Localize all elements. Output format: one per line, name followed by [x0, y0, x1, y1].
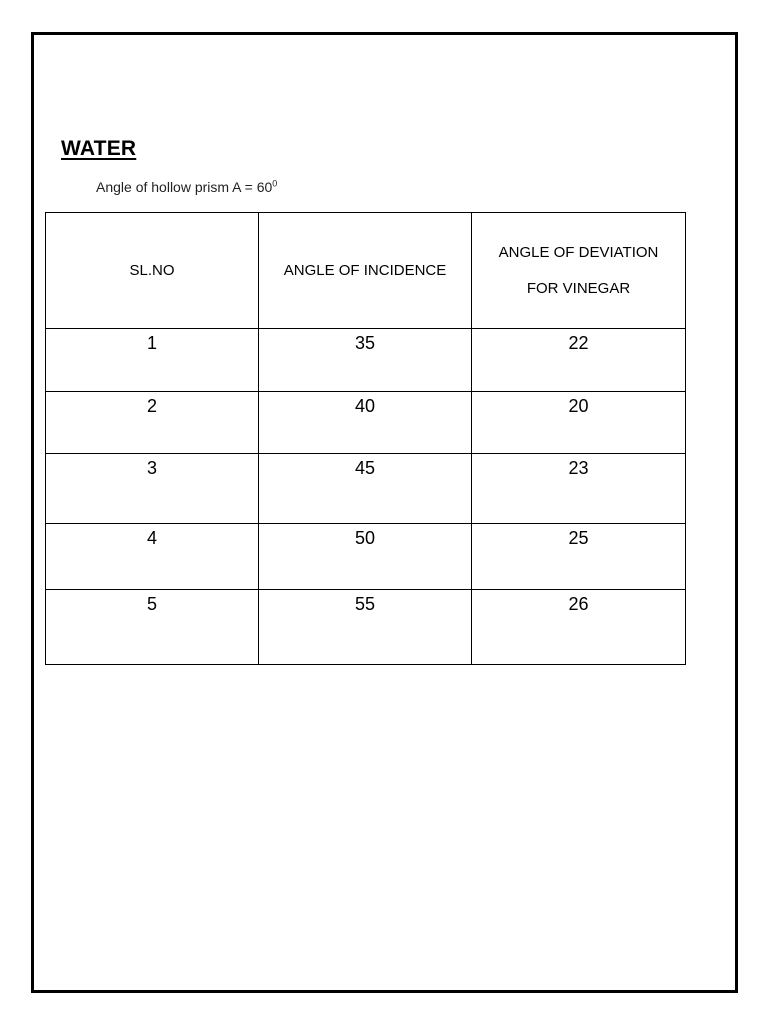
table-row	[46, 524, 686, 590]
table-row	[46, 392, 686, 454]
column-header-angle-of-incidence	[259, 213, 472, 329]
column-header-angle-of-deviation	[472, 213, 686, 329]
table-cell: 45	[259, 454, 472, 524]
table-cell: 40	[259, 392, 472, 454]
table-cell: 2	[46, 392, 259, 454]
prism-angle-superscript: 0	[272, 178, 278, 189]
table-cell: 5	[46, 590, 259, 665]
table-cell: 26	[472, 590, 686, 665]
section-heading: WATER	[61, 137, 137, 160]
column-header-line: FOR VINEGAR	[526, 279, 631, 297]
column-header-sl-no	[46, 213, 259, 329]
column-header-line: SL.NO	[129, 261, 175, 279]
table-cell: 50	[259, 524, 472, 590]
table-row	[46, 454, 686, 524]
table-header-row	[46, 213, 686, 329]
table-row	[46, 329, 686, 392]
table-cell: 3	[46, 454, 259, 524]
table-cell: 20	[472, 392, 686, 454]
table-cell: 1	[46, 329, 259, 392]
table-cell: 22	[472, 329, 686, 392]
column-header-line: ANGLE OF INCIDENCE	[283, 261, 447, 279]
table-cell: 23	[472, 454, 686, 524]
column-header-line: ANGLE OF DEVIATION	[498, 243, 659, 261]
table-row	[46, 590, 686, 665]
readings-table	[45, 212, 686, 665]
table-cell: 35	[259, 329, 472, 392]
table-cell: 4	[46, 524, 259, 590]
prism-angle-text: Angle of hollow prism A = 60	[96, 179, 273, 195]
prism-angle-note	[96, 179, 277, 195]
table-cell: 55	[259, 590, 472, 665]
table-cell: 25	[472, 524, 686, 590]
